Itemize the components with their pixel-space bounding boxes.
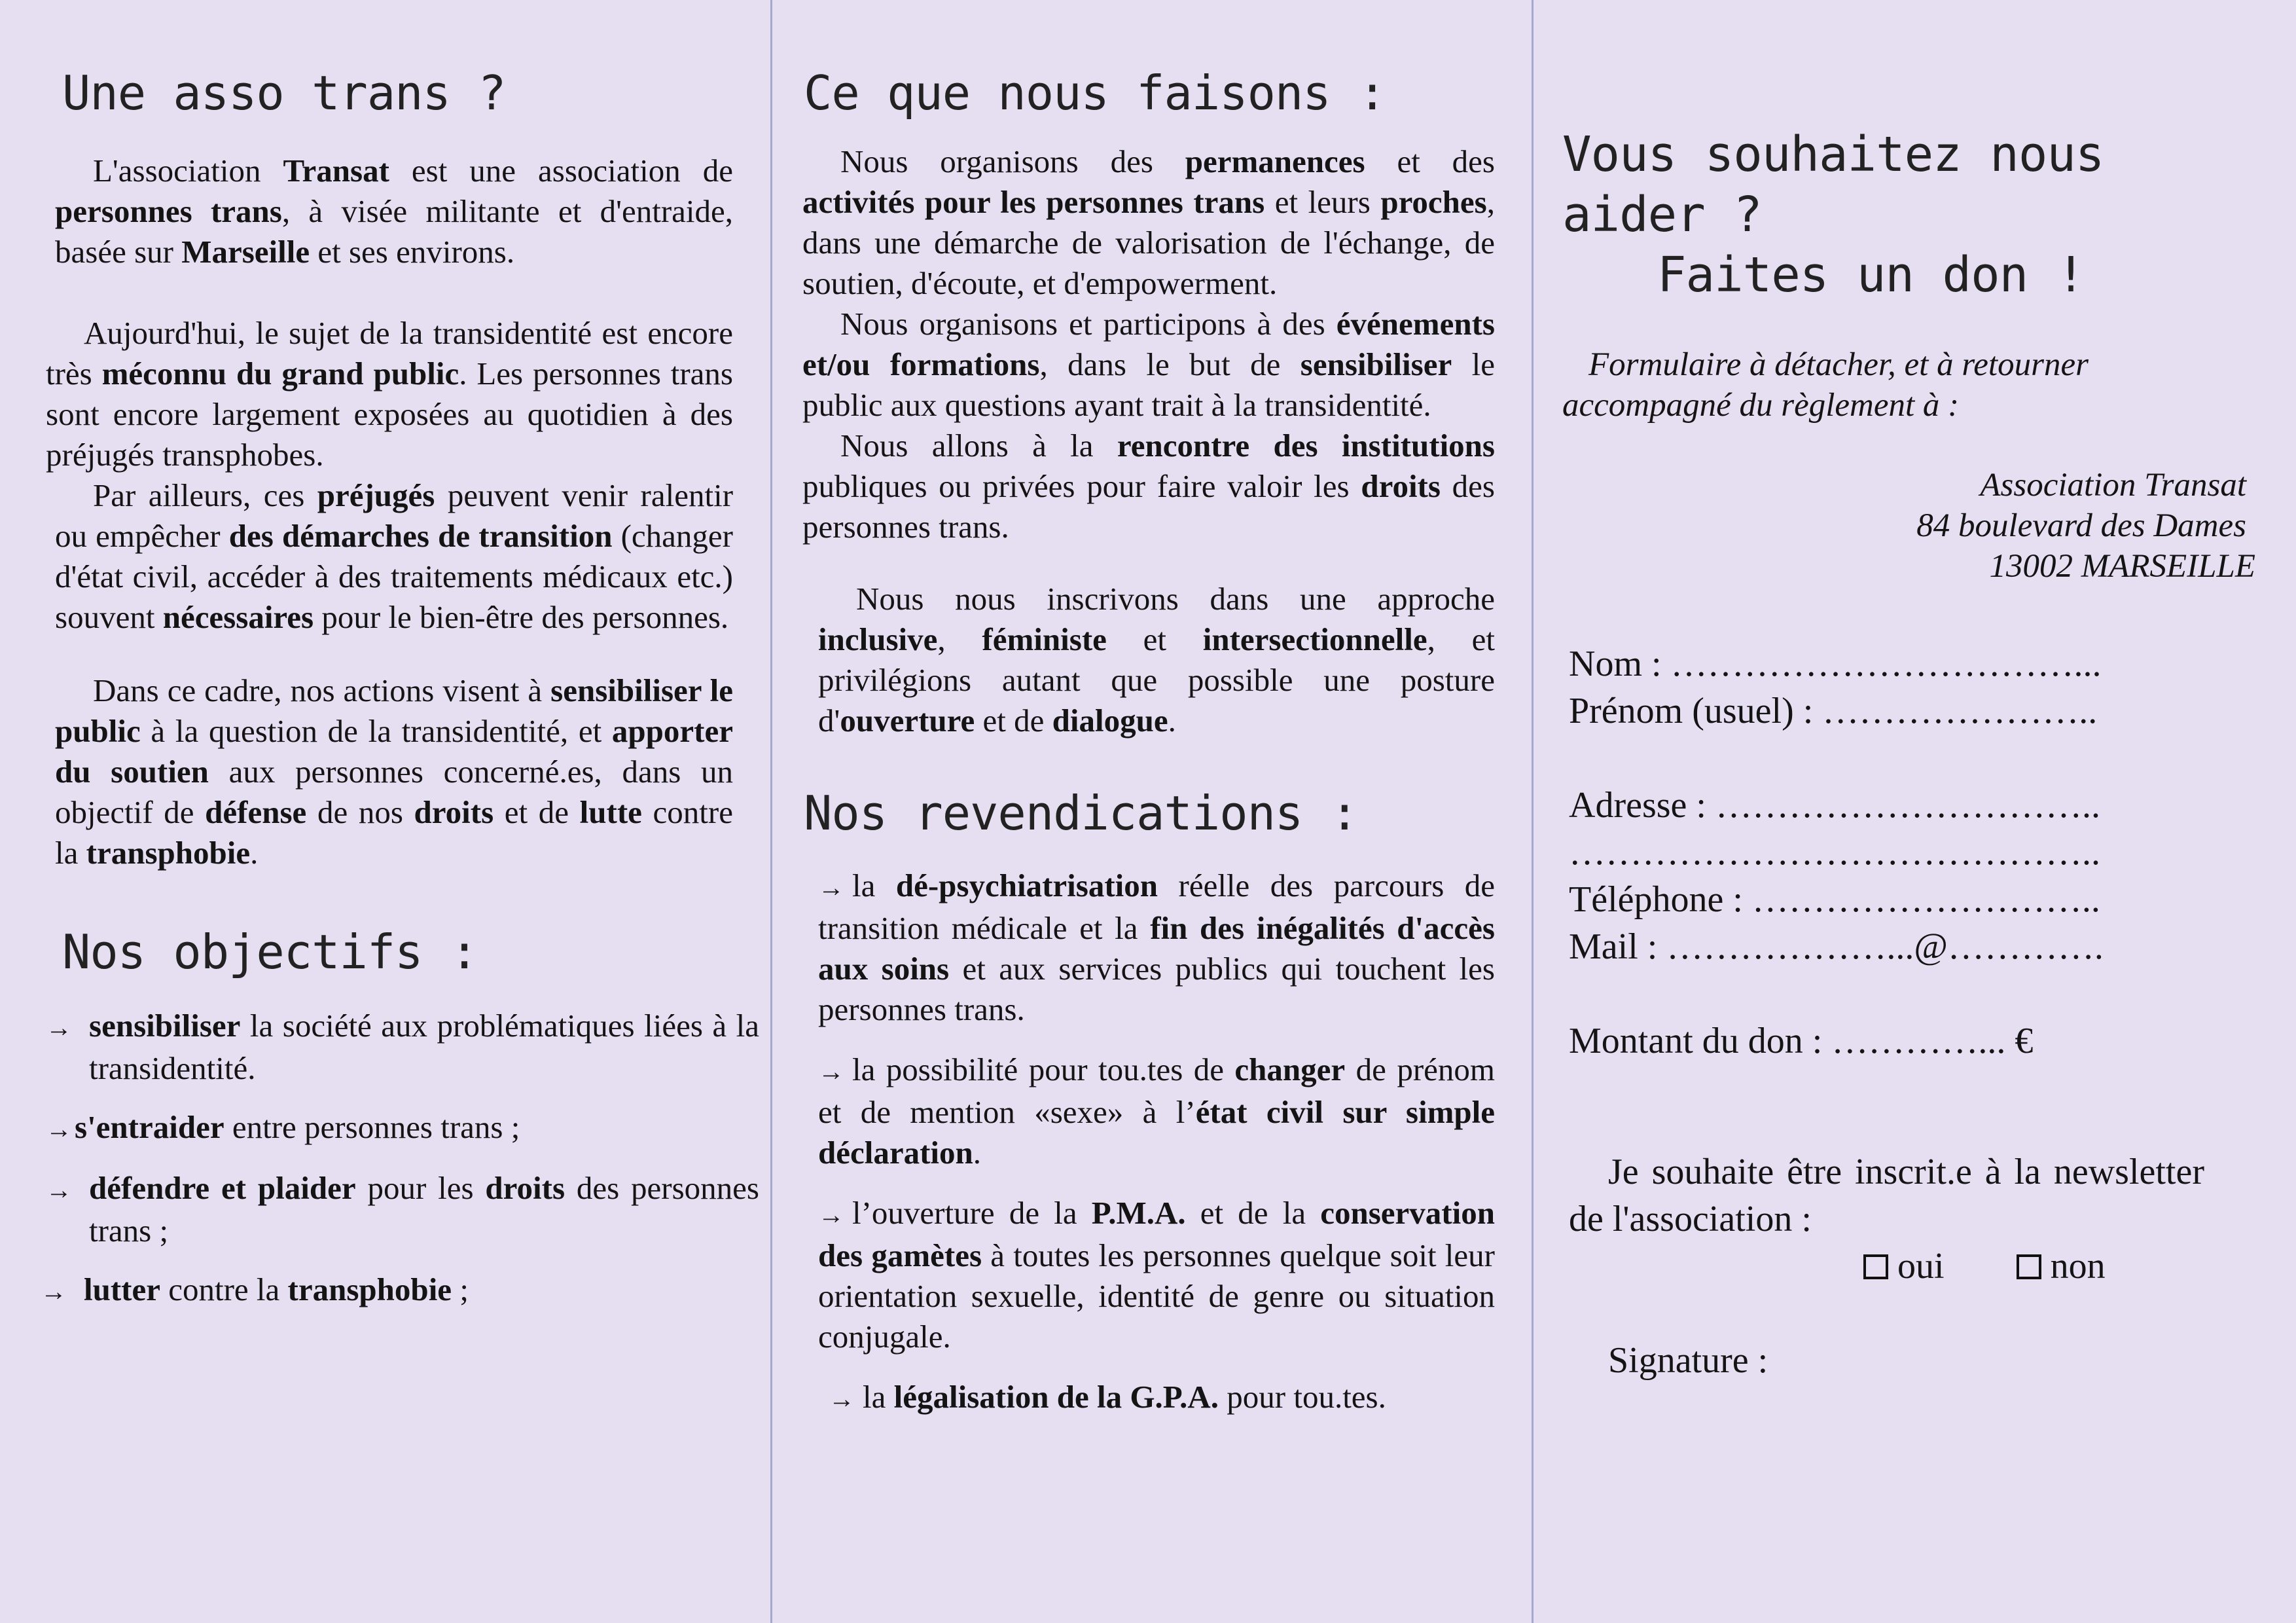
arrow-icon: → [41,1277,67,1306]
donation-form [1569,640,2270,1384]
phone-field[interactable]: Téléphone : ……………………….. [1569,879,2100,920]
paragraph-approach: Nous nous inscrivons dans une approche inclusive, féministe et intersectionnelle, et privilégions autant que possible une posture d'ouverture et de dialogue. [818,581,1495,739]
paragraph-actions: Dans ce cadre, nos actions visent à sensibiliser le public à la question de la transidentité, et apporter du soutien aux personnes concerné.es, dans un objectif de défense de nos droits et de lutte contre la transphobie. [55,672,734,871]
postal-address: Association Transat 84 boulevard des Dames 13002 MARSEILLE [1916,467,2255,585]
paragraph-institutions: Nous allons à la rencontre des institutions publiques ou privées pour faire valoir les droits des personnes trans. [802,428,1495,545]
address-line-2-field[interactable]: …………………………………….. [1569,832,2100,873]
list-item-objective: → sensibiliser la société aux problématiques liées à la transidentité. [46,1008,759,1086]
section-title-claims: Nos revendications : [804,786,1358,841]
column-activities [772,0,1533,1623]
checkbox-icon[interactable] [1863,1254,1888,1279]
first-name-field[interactable]: Prénom (usuel) : ………………….. [1569,691,2098,731]
list-item-claim: → l’ouverture de la P.M.A. et de la conservation des gamètes à toutes les personnes quelque soit leur orientation sexuelle, identité de genre ou situation conjugale. [818,1195,1495,1355]
column-about [0,0,772,1623]
section-title-objectives: Nos objectifs : [62,924,478,979]
name-field[interactable]: Nom : ……………………………... [1569,644,2102,684]
checkbox-icon[interactable] [2017,1254,2041,1279]
paragraph-intro: L'association Transat est une association de personnes trans, à visée militante et d'entraide, basée sur Marseille et ses environs. [55,153,733,270]
paragraph-prejudices: Par ailleurs, ces préjugés peuvent venir ralentir ou empêcher des démarches de transition (changer d'état civil, accéder à des traitements médicaux etc.) souvent nécessaires pour le bien-être des personnes. [55,477,734,635]
donation-amount-field[interactable]: Montant du don : …………... € [1569,1021,2034,1061]
list-item-objective: →s'entraider entre personnes trans ; [46,1109,520,1145]
newsletter-yes-option[interactable]: oui [1863,1246,1945,1286]
address-field[interactable]: Adresse : ………………………….. [1569,785,2100,826]
column-donation [1533,0,2296,1623]
list-item-objective: → lutter contre la transphobie ; [41,1271,469,1307]
paragraph-today: Aujourd'hui, le sujet de la transidentité est encore très méconnu du grand public. Les personnes trans sont encore largement exposées au quotidien à des préjugés transphobes. [46,315,733,473]
list-item-claim: → la possibilité pour tou.tes de changer de prénom et de mention «sexe» à l’état civil sur simple déclaration. [818,1051,1495,1171]
list-item-claim: → la légalisation de la G.P.A. pour tou.tes. [829,1379,1386,1415]
email-field[interactable]: Mail : ………………...@…………. [1569,926,2104,967]
newsletter-no-option[interactable]: non [2017,1246,2106,1286]
donation-instructions: Formulaire à détacher, et à retourner accompagné du règlement à : [1562,346,2089,424]
newsletter-question: Je souhaite être inscrit.e à la newsletter de l'association : [1569,1152,2204,1239]
donation-title: Vous souhaitez nous aider ? Faites un don ! [1562,126,2104,303]
arrow-icon: → [829,1384,855,1413]
list-item-objective: → défendre et plaider pour les droits des personnes trans ; [46,1170,759,1249]
signature-field[interactable]: Signature : [1608,1340,1768,1381]
arrow-icon: → [46,1114,72,1144]
arrow-icon: → [818,1200,844,1230]
list-item-claim: → la dé-psychiatrisation réelle des parcours de transition médicale et la fin des inégalités d'accès aux soins et aux services publics qui touchent les personnes trans. [818,867,1495,1027]
arrow-icon: → [46,1013,72,1042]
arrow-icon: → [818,1057,844,1086]
newsletter-options [1863,1243,2270,1290]
arrow-icon: → [818,873,844,902]
paragraph-permanences: Nous organisons des permanences et des activités pour les personnes trans et leurs proches, dans une démarche de valorisation de l'échange, de soutien, d'écoute, et d'empowerment. [802,143,1495,301]
paragraph-events: Nous organisons et participons à des événements et/ou formations, dans le but de sensibiliser le public aux questions ayant trait à la transidentité. [802,306,1495,423]
section-title-about: Une asso trans ? [62,65,506,120]
arrow-icon: → [46,1175,72,1205]
section-title-activities: Ce que nous faisons : [804,65,1386,120]
